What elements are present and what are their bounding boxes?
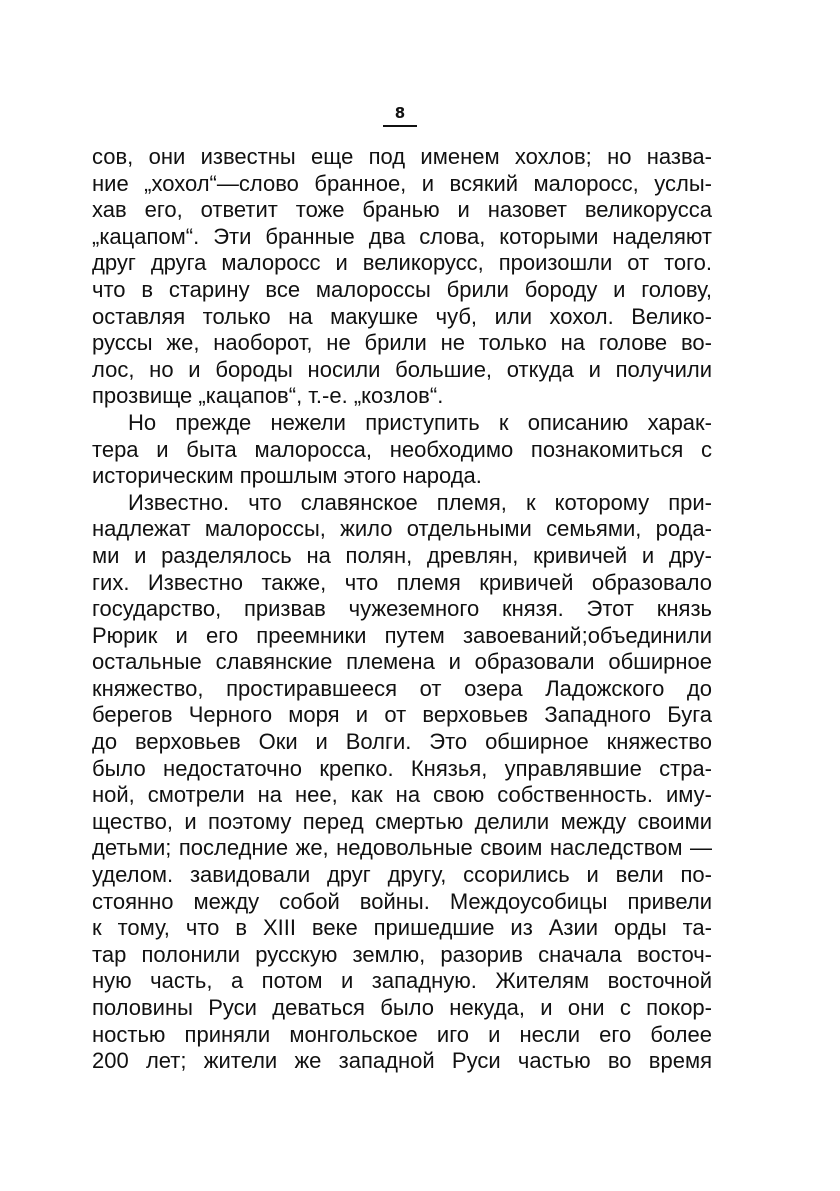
text-line: гих. Известно также, что племя кривичей образовало	[92, 569, 712, 595]
text-line: детьми; последние же, недовольные своим наследством —	[92, 835, 712, 861]
text-line: лос, но и бороды носили большие, откуда и получили	[92, 356, 712, 382]
text-line: княжество, простиравшееся от озера Ладожского до	[92, 675, 712, 701]
text-line: половины Руси деваться было некуда, и они с покор-	[92, 995, 712, 1020]
body-text	[92, 144, 712, 1075]
text-line: друг друга малоросс и великорусс, произошли от того.	[92, 250, 712, 276]
text-line: Известно. что славянское племя, к которому при-	[128, 489, 712, 515]
text-line: государство, призвав чужеземного князя. Этот князь	[92, 596, 712, 622]
text-line: берегов Черного моря и от верховьев Западного Буга	[92, 702, 712, 728]
text-line: ностью приняли монгольское иго и несли его более	[92, 1021, 712, 1047]
text-line: к тому, что в XIII веке пришедшие из Азии орды та-	[92, 915, 712, 941]
text-line: „кацапом“. Эти бранные два слова, которыми наделяют	[92, 223, 712, 249]
text-line: ной, смотрели на нее, как на свою собственность. иму-	[92, 782, 712, 808]
text-line: ние „хохол“—слово бранное, и всякий малоросс, услы-	[92, 170, 712, 196]
text-line: ную часть, а потом и западную. Жителям восточной	[92, 968, 712, 994]
text-line: Но прежде нежели приступить к описанию харак-	[128, 409, 712, 435]
text-line: что в старину все малороссы брили бороду и голову,	[92, 276, 712, 302]
text-line: руссы же, наоборот, не брили не только на голове во-	[92, 330, 712, 356]
text-line: Рюрик и его преемники путем завоеваний;объединили	[92, 622, 712, 648]
text-line: щество, и поэтому перед смертью делили между своими	[92, 808, 712, 834]
text-line: стоянно между собой войны. Междоусобицы привели	[92, 888, 712, 914]
page-number	[0, 103, 800, 127]
text-line: тера и быта малоросса, необходимо познакомиться с	[92, 436, 712, 462]
page-number-text: 8	[383, 103, 417, 127]
text-line: до верховьев Оки и Волги. Это обширное княжество	[92, 729, 712, 755]
text-line: хав его, ответит тоже бранью и назовет великорусса	[92, 197, 712, 223]
text-line: остальные славянские племена и образовали обширное	[92, 649, 712, 675]
text-line: оставляя только на макушке чуб, или хохол. Велико-	[92, 303, 712, 329]
text-line: ми и разделялось на полян, древлян, кривичей и дру-	[92, 542, 712, 568]
text-line: сов, они известны еще под именем хохлов; но назва-	[92, 144, 712, 169]
text-line: тар полонили русскую землю, разорив сначала восточ-	[92, 941, 712, 967]
text-line: уделом. завидовали друг другу, ссорились и вели по-	[92, 862, 712, 888]
text-line: 200 лет; жители же западной Руси частью во время	[92, 1048, 712, 1074]
text-line: надлежат малороссы, жило отдельными семьями, рода-	[92, 516, 712, 542]
text-line: историческим прошлым этого народа.	[92, 463, 482, 489]
text-line: прозвище „кацапов“, т.-е. „козлов“.	[92, 383, 444, 409]
text-line: было недостаточно крепко. Князья, управлявшие стра-	[92, 755, 712, 781]
